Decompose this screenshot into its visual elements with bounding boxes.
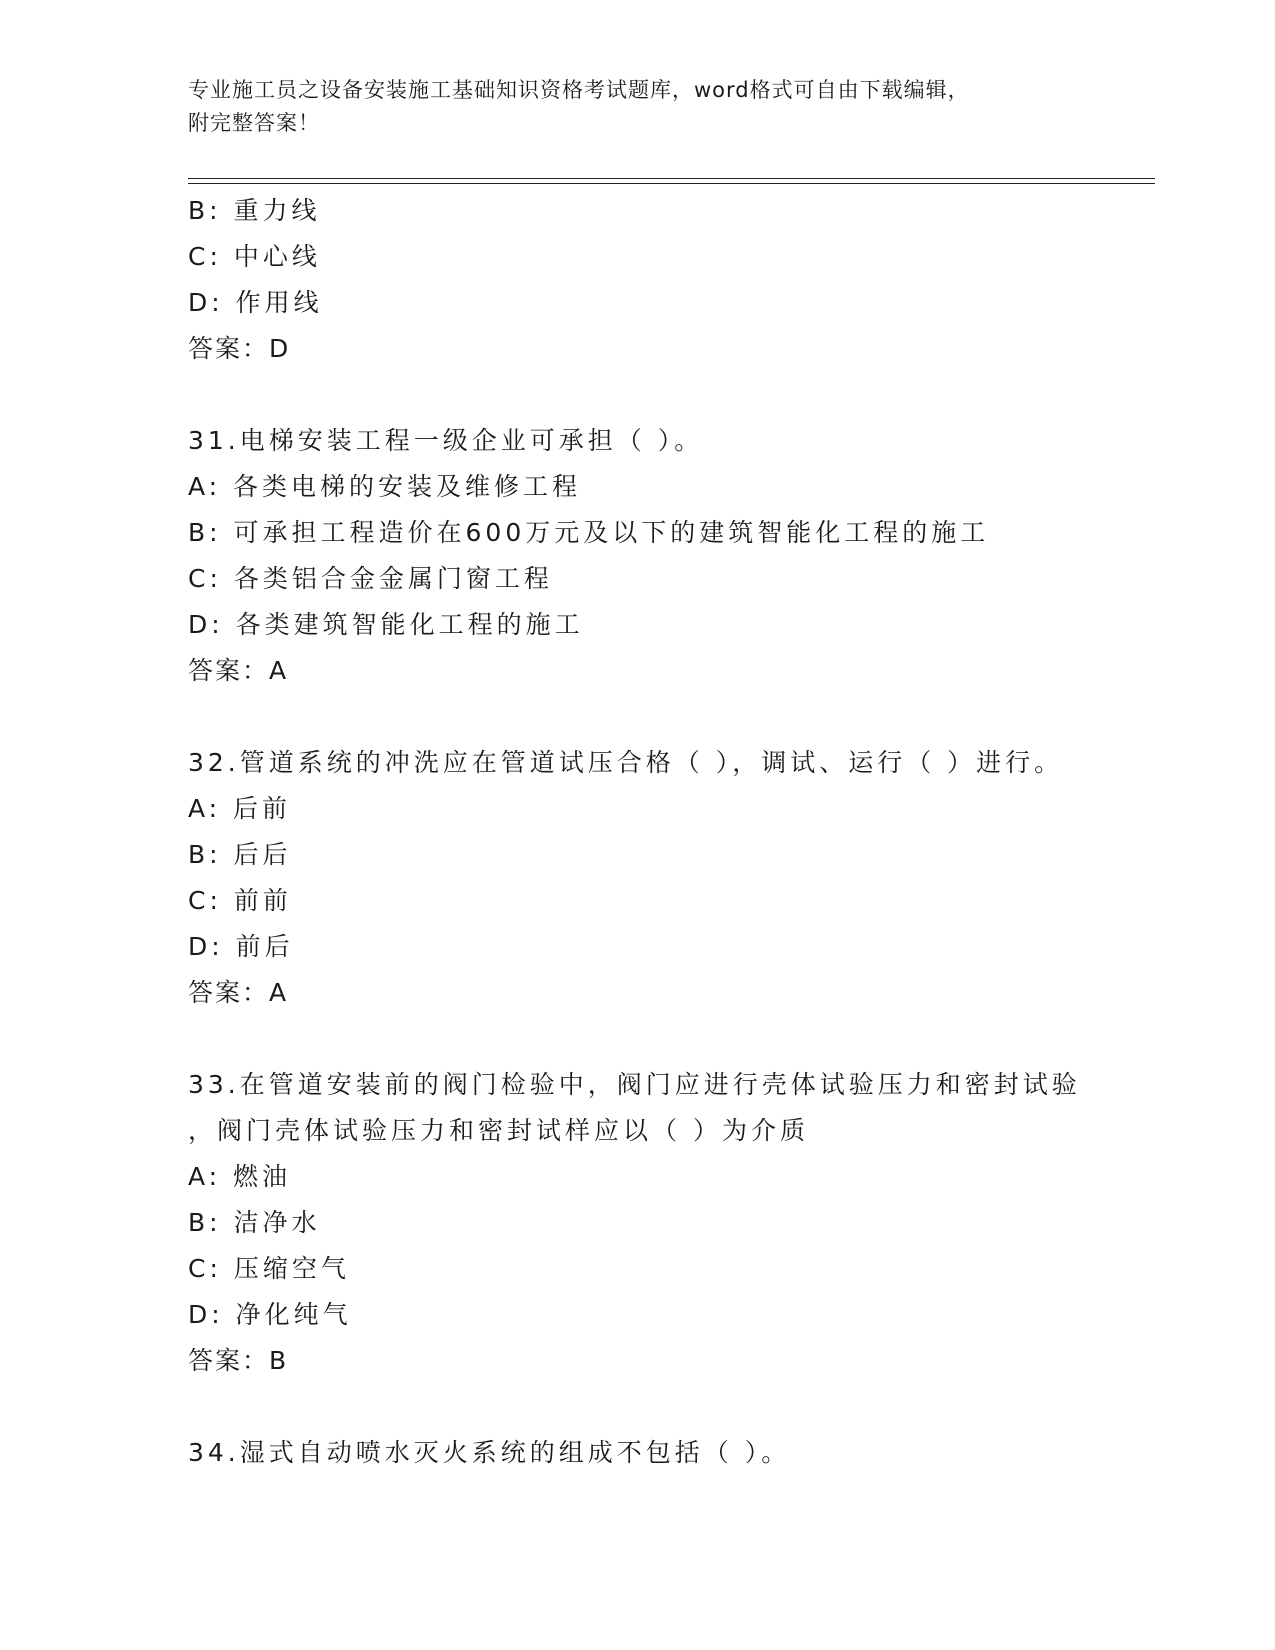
question-text: 31.电梯安装工程一级企业可承担（ ）。 (188, 426, 704, 455)
option-d: D: 净化纯气 (188, 1300, 352, 1329)
option-d: D: 作用线 (188, 288, 323, 317)
question-text: 33.在管道安装前的阀门检验中，阀门应进行壳体试验压力和密封试验 (188, 1070, 1081, 1099)
header-divider-bottom (188, 183, 1155, 184)
question-text: 34.湿式自动喷水灭火系统的组成不包括（ ）。 (188, 1438, 791, 1467)
option-b: B: 洁净水 (188, 1208, 321, 1237)
answer-line: 答案：D (188, 334, 291, 363)
option-c: C: 前前 (188, 886, 292, 915)
option-a: A: 燃油 (188, 1162, 292, 1191)
option-b: B: 可承担工程造价在600万元及以下的建筑智能化工程的施工 (188, 518, 990, 547)
option-b: B: 后后 (188, 840, 292, 869)
question-33 (188, 1062, 1148, 1384)
partial-question (188, 188, 1148, 372)
option-a: A: 后前 (188, 794, 292, 823)
option-b: B: 重力线 (188, 196, 321, 225)
option-a: A: 各类电梯的安装及维修工程 (188, 472, 582, 501)
option-d: D: 各类建筑智能化工程的施工 (188, 610, 584, 639)
question-31 (188, 418, 1148, 694)
header-line-2: 附完整答案！ (188, 111, 320, 135)
question-content (188, 188, 1148, 1476)
answer-line: 答案：A (188, 656, 289, 685)
header-divider-top (188, 178, 1155, 179)
document-header (188, 74, 1088, 140)
answer-line: 答案：B (188, 1346, 289, 1375)
header-line-1: 专业施工员之设备安装施工基础知识资格考试题库，word格式可自由下载编辑， (188, 78, 970, 102)
answer-line: 答案：A (188, 978, 289, 1007)
question-32 (188, 740, 1148, 1016)
option-c: C: 各类铝合金金属门窗工程 (188, 564, 553, 593)
option-c: C: 压缩空气 (188, 1254, 350, 1283)
question-text: 32.管道系统的冲洗应在管道试压合格（ ），调试、运行（ ）进行。 (188, 748, 1064, 777)
question-34 (188, 1430, 1148, 1476)
option-c: C: 中心线 (188, 242, 321, 271)
option-d: D: 前后 (188, 932, 294, 961)
question-text-continued: ，阀门壳体试验压力和密封试样应以（ ）为介质 (188, 1116, 809, 1145)
